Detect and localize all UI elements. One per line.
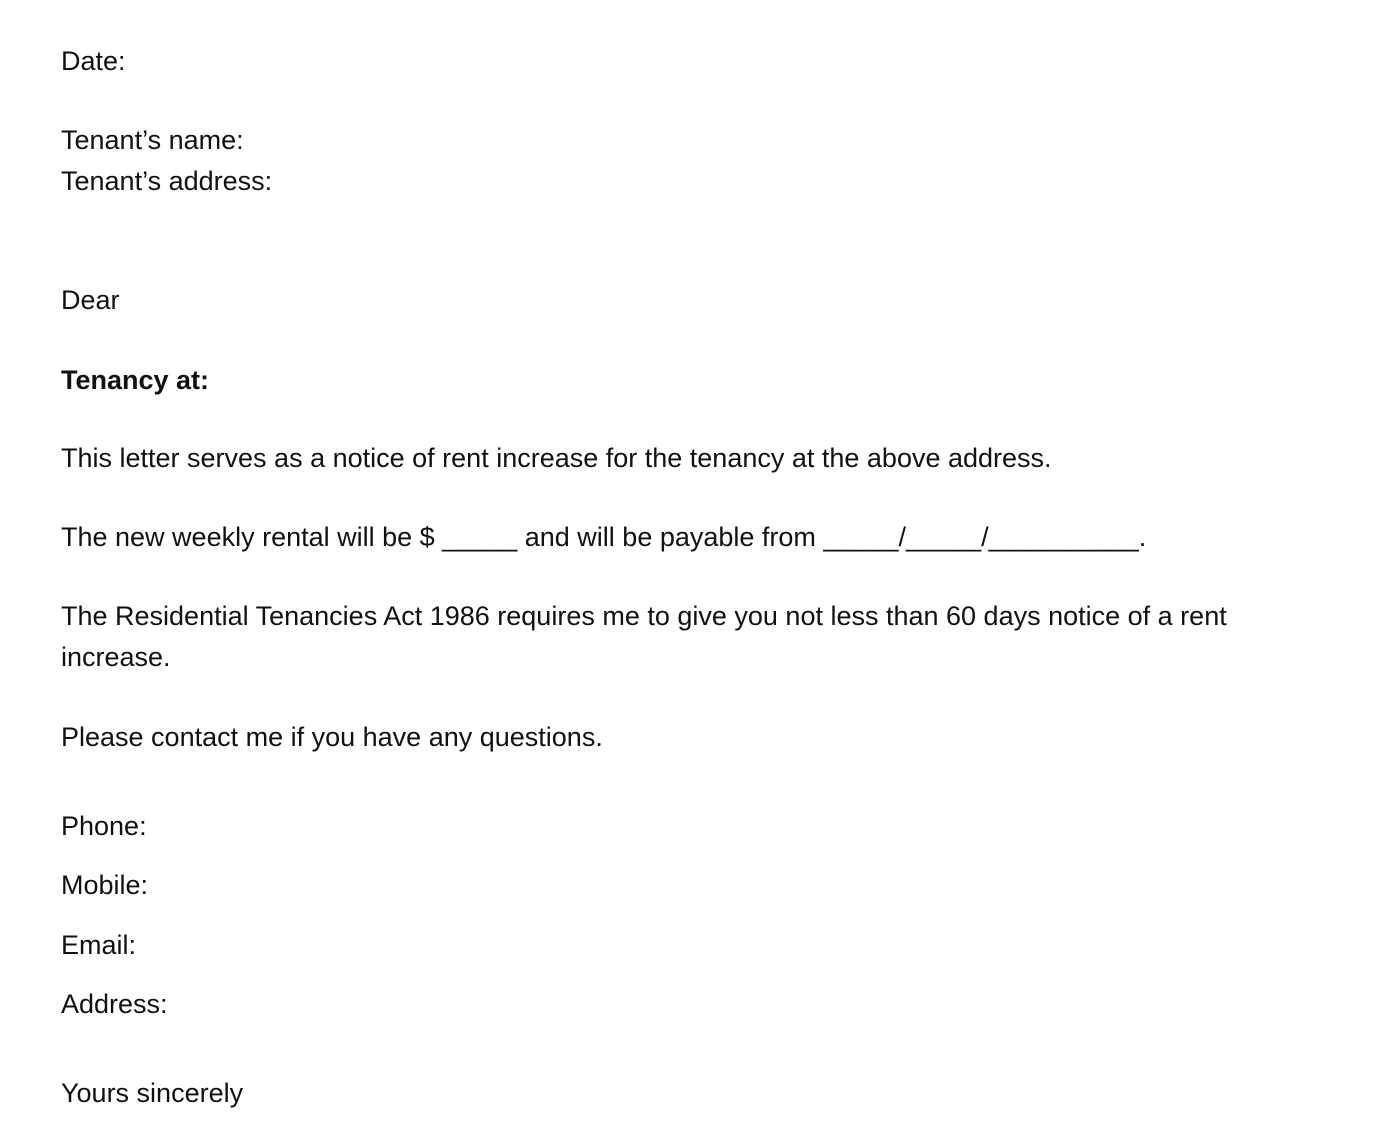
- tenant-name-label: Tenant’s name:: [61, 125, 244, 155]
- act-paragraph: The Residential Tenancies Act 1986 requires me to give you not less than 60 days notice of a rent increase.: [61, 601, 1227, 672]
- address-label: Address:: [61, 989, 168, 1019]
- phone-label: Phone:: [61, 811, 147, 841]
- date-label: Date:: [61, 46, 126, 76]
- contact-paragraph: Please contact me if you have any questions.: [61, 722, 603, 752]
- email-label: Email:: [61, 930, 137, 960]
- closing: Yours sincerely: [61, 1078, 244, 1108]
- salutation: Dear: [61, 285, 120, 315]
- mobile-label: Mobile:: [61, 870, 149, 900]
- tenant-address-label: Tenant’s address:: [61, 166, 273, 196]
- tenancy-heading: Tenancy at:: [61, 365, 210, 395]
- rental-paragraph: The new weekly rental will be $ _____ and will be payable from _____/_____/__________.: [61, 522, 1147, 552]
- notice-paragraph: This letter serves as a notice of rent increase for the tenancy at the above address.: [61, 443, 1052, 473]
